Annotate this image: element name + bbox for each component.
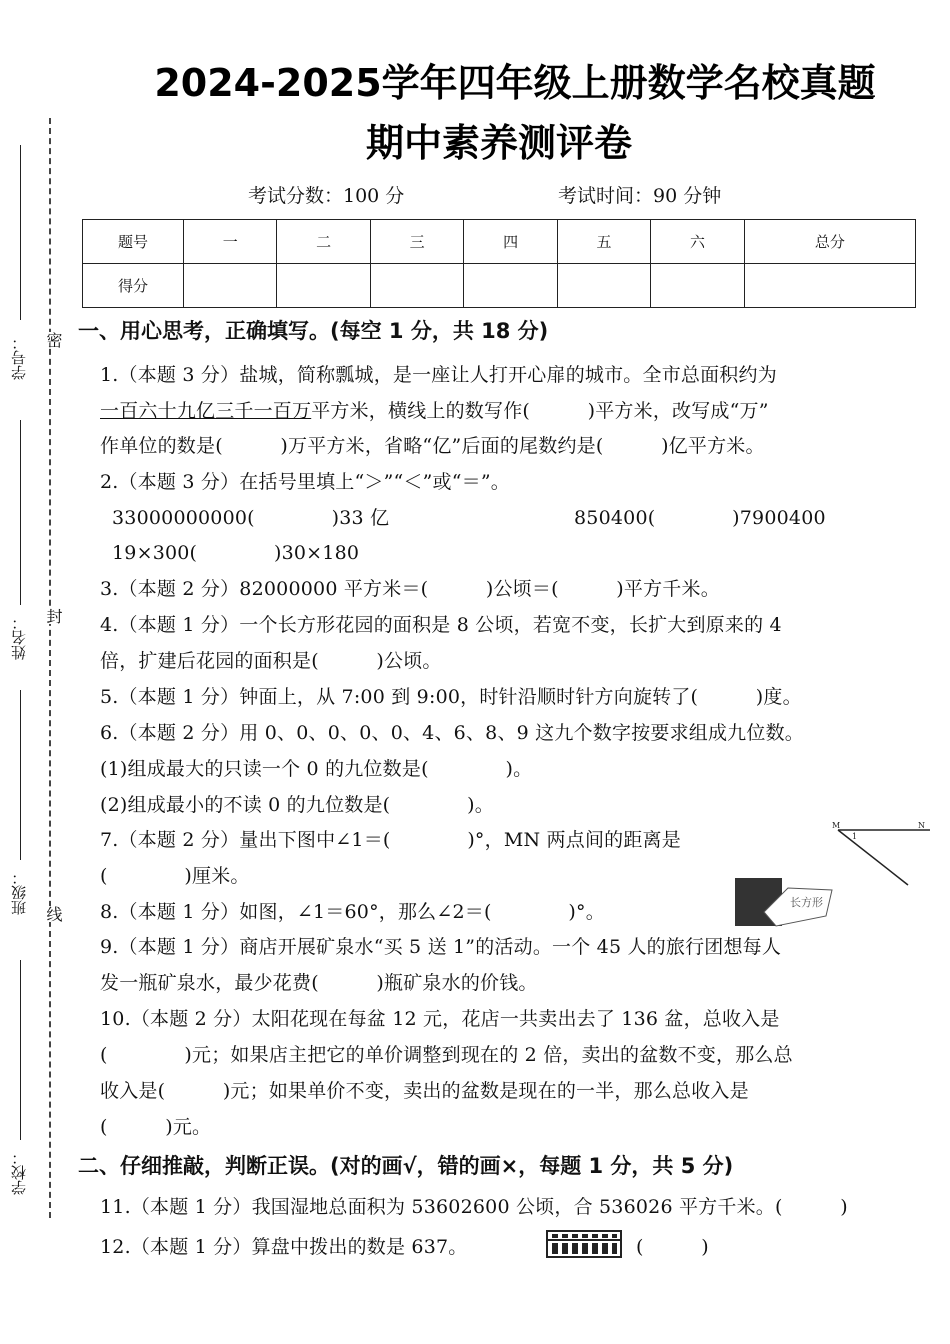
exam-time-info: 考试时间：90 分钟 <box>558 185 722 207</box>
q1-line-1: 1.（本题 3 分）盐城，简称瓢城，是一座让人打开心扉的城市。全市总面积约为 <box>100 364 777 386</box>
score-table-header-row <box>83 220 916 264</box>
score-table-score-row <box>83 264 916 308</box>
exam-subtitle: 期中素养测评卷 <box>365 121 632 165</box>
q10-line-2: ( )元；如果店主把它的单价调整到现在的 2 倍，卖出的盆数不变，那么总 <box>100 1044 793 1066</box>
score-cell[interactable] <box>370 264 463 308</box>
q7-angle-figure <box>828 820 938 890</box>
seal-char-mi: 密 <box>44 332 63 348</box>
q6-line-1: 6.（本题 2 分）用 0、0、0、0、0、4、6、8、9 这九个数字按要求组成九位数。 <box>100 722 804 744</box>
header-cell: 四 <box>464 220 557 264</box>
name-fill-line[interactable] <box>20 420 21 605</box>
score-cell[interactable] <box>651 264 744 308</box>
abacus-icon <box>546 1230 622 1258</box>
header-cell: 六 <box>651 220 744 264</box>
q1-line-2 <box>100 396 769 423</box>
q2-compare-2: 850400( )7900400 <box>574 507 826 529</box>
q7-label-n: N <box>918 821 925 830</box>
student-id-label: 学号： <box>10 335 28 380</box>
q8-rectangle-figure <box>734 876 834 928</box>
row-label: 得分 <box>83 264 184 308</box>
q8-line: 8.（本题 1 分）如图，∠1＝60°，那么∠2＝( )°。 <box>100 901 605 923</box>
school-fill-line[interactable] <box>20 960 21 1140</box>
score-cell[interactable] <box>277 264 370 308</box>
header-cell: 总分 <box>744 220 915 264</box>
school-label: 学校： <box>10 1150 28 1195</box>
q11-line: 11.（本题 1 分）我国湿地总面积为 53602600 公顷，合 536026 平方千米。( ) <box>100 1196 848 1218</box>
seal-char-xian: 线 <box>44 906 63 922</box>
q7-ray-slanted <box>838 830 908 885</box>
q2-compare-1: 33000000000( )33 亿 <box>112 507 390 529</box>
q10-line-4: ( )元。 <box>100 1116 212 1138</box>
binding-dashed-line <box>49 118 51 1218</box>
class-fill-line[interactable] <box>20 690 21 860</box>
q6-line-3: (2)组成最小的不读 0 的九位数是( )。 <box>100 794 494 816</box>
student-id-fill-line[interactable] <box>20 145 21 320</box>
q10-line-1: 10.（本题 2 分）太阳花现在每盆 12 元，花店一共卖出去了 136 盆，总收入是 <box>100 1008 780 1030</box>
q2-compare-3: 19×300( )30×180 <box>112 542 360 564</box>
seal-char-feng: 封 <box>44 608 63 624</box>
q5-line: 5.（本题 1 分）钟面上，从 7:00 到 9:00，时针沿顺时针方向旋转了( )度。 <box>100 686 802 708</box>
q7-line-1: 7.（本题 2 分）量出下图中∠1＝( )°，MN 两点间的距离是 <box>100 829 681 851</box>
q1-line-3: 作单位的数是( )万平方米，省略“亿”后面的尾数约是( )亿平方米。 <box>100 435 765 457</box>
q7-label-m: M <box>832 821 841 830</box>
score-cell[interactable] <box>557 264 650 308</box>
section-2-heading: 二、仔细推敲，判断正误。(对的画√，错的画×，每题 1 分，共 5 分) <box>78 1154 734 1178</box>
header-cell: 二 <box>277 220 370 264</box>
score-table <box>82 219 916 308</box>
q12-line: 12.（本题 1 分）算盘中拨出的数是 637。 <box>100 1236 468 1258</box>
q8-rectangle-label: 长方形 <box>790 896 823 909</box>
section-1-heading: 一、用心思考，正确填写。(每空 1 分，共 18 分) <box>78 319 549 343</box>
class-label: 班级： <box>10 870 28 915</box>
q1-line-2-rest: 平方米，横线上的数写作( )平方米，改写成“万” <box>311 400 769 422</box>
q9-line-2: 发一瓶矿泉水，最少花费( )瓶矿泉水的价钱。 <box>100 972 538 994</box>
q12-answer-paren[interactable]: ( ) <box>636 1236 709 1258</box>
q6-line-2: (1)组成最大的只读一个 0 的九位数是( )。 <box>100 758 533 780</box>
header-cell: 五 <box>557 220 650 264</box>
q9-line-1: 9.（本题 1 分）商店开展矿泉水“买 5 送 1”的活动。一个 45 人的旅行团想每人 <box>100 936 782 958</box>
header-cell: 三 <box>370 220 463 264</box>
q7-label-angle: 1 <box>852 832 858 841</box>
score-cell[interactable] <box>464 264 557 308</box>
q4-line-2: 倍，扩建后花园的面积是( )公顷。 <box>100 650 442 672</box>
q3-line: 3.（本题 2 分）82000000 平方米＝( )公顷＝( )平方千米。 <box>100 578 720 600</box>
exam-title: 2024-2025学年四年级上册数学名校真题 <box>154 61 876 105</box>
name-label: 姓名： <box>10 615 28 660</box>
q1-underlined-number: 一百六十九亿三千一百万 <box>100 400 312 422</box>
score-cell[interactable] <box>184 264 277 308</box>
header-cell: 一 <box>184 220 277 264</box>
q7-line-2: ( )厘米。 <box>100 865 250 887</box>
q2-line-1: 2.（本题 3 分）在括号里填上“＞”“＜”或“＝”。 <box>100 471 510 493</box>
header-cell: 题号 <box>83 220 184 264</box>
exam-score-info: 考试分数：100 分 <box>248 185 405 207</box>
q10-line-3: 收入是( )元；如果单价不变，卖出的盆数是现在的一半，那么总收入是 <box>100 1080 749 1102</box>
q4-line-1: 4.（本题 1 分）一个长方形花园的面积是 8 公顷，若宽不变，长扩大到原来的 4 <box>100 614 782 636</box>
score-cell[interactable] <box>744 264 915 308</box>
